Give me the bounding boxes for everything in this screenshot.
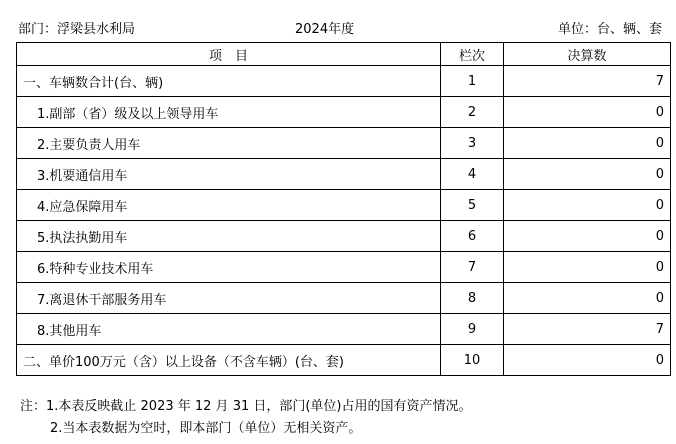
note-line: 2.当本表数据为空时，即本部门（单位）无相关资产。	[50, 421, 362, 436]
table-row	[17, 345, 671, 376]
table-row	[17, 128, 671, 159]
asset-table	[16, 42, 671, 376]
row-value: 0	[504, 159, 671, 190]
table-row	[17, 283, 671, 314]
row-item-label: 1.副部（省）级及以上领导用车	[17, 97, 441, 128]
year-label: 2024年度	[295, 22, 355, 37]
row-value: 0	[504, 345, 671, 376]
row-item-label: 一、车辆数合计(台、辆)	[17, 66, 441, 97]
table-row	[17, 314, 671, 345]
table-row	[17, 66, 671, 97]
row-item-label: 5.执法执勤用车	[17, 221, 441, 252]
row-value: 0	[504, 221, 671, 252]
row-value: 0	[504, 128, 671, 159]
department-label: 部门：浮梁县水利局	[18, 22, 136, 37]
note-line: 注：1.本表反映截止 2023 年 12 月 31 日，部门(单位)占用的国有资产情况。	[20, 399, 472, 414]
table-header-row	[17, 43, 671, 66]
row-index: 10	[441, 345, 504, 376]
row-item-label: 6.特种专业技术用车	[17, 252, 441, 283]
row-value: 7	[504, 314, 671, 345]
column-header-value: 决算数	[504, 43, 671, 66]
table-row	[17, 97, 671, 128]
row-value: 0	[504, 190, 671, 221]
notes	[20, 396, 472, 440]
row-index: 6	[441, 221, 504, 252]
row-item-label: 3.机要通信用车	[17, 159, 441, 190]
table-row	[17, 159, 671, 190]
row-item-label: 8.其他用车	[17, 314, 441, 345]
column-header-item: 项 目	[17, 43, 441, 66]
table-row	[17, 221, 671, 252]
column-header-index: 栏次	[441, 43, 504, 66]
row-value: 0	[504, 252, 671, 283]
row-item-label: 4.应急保障用车	[17, 190, 441, 221]
row-value: 0	[504, 97, 671, 128]
row-index: 4	[441, 159, 504, 190]
row-value: 7	[504, 66, 671, 97]
row-index: 2	[441, 97, 504, 128]
unit-label: 单位：台、辆、套	[557, 22, 662, 37]
row-index: 8	[441, 283, 504, 314]
row-index: 1	[441, 66, 504, 97]
row-item-label: 二、单价100万元（含）以上设备（不含车辆）(台、套)	[17, 345, 441, 376]
row-index: 3	[441, 128, 504, 159]
row-index: 5	[441, 190, 504, 221]
row-index: 9	[441, 314, 504, 345]
table-row	[17, 252, 671, 283]
row-value: 0	[504, 283, 671, 314]
table-row	[17, 190, 671, 221]
row-item-label: 7.离退休干部服务用车	[17, 283, 441, 314]
row-index: 7	[441, 252, 504, 283]
row-item-label: 2.主要负责人用车	[17, 128, 441, 159]
